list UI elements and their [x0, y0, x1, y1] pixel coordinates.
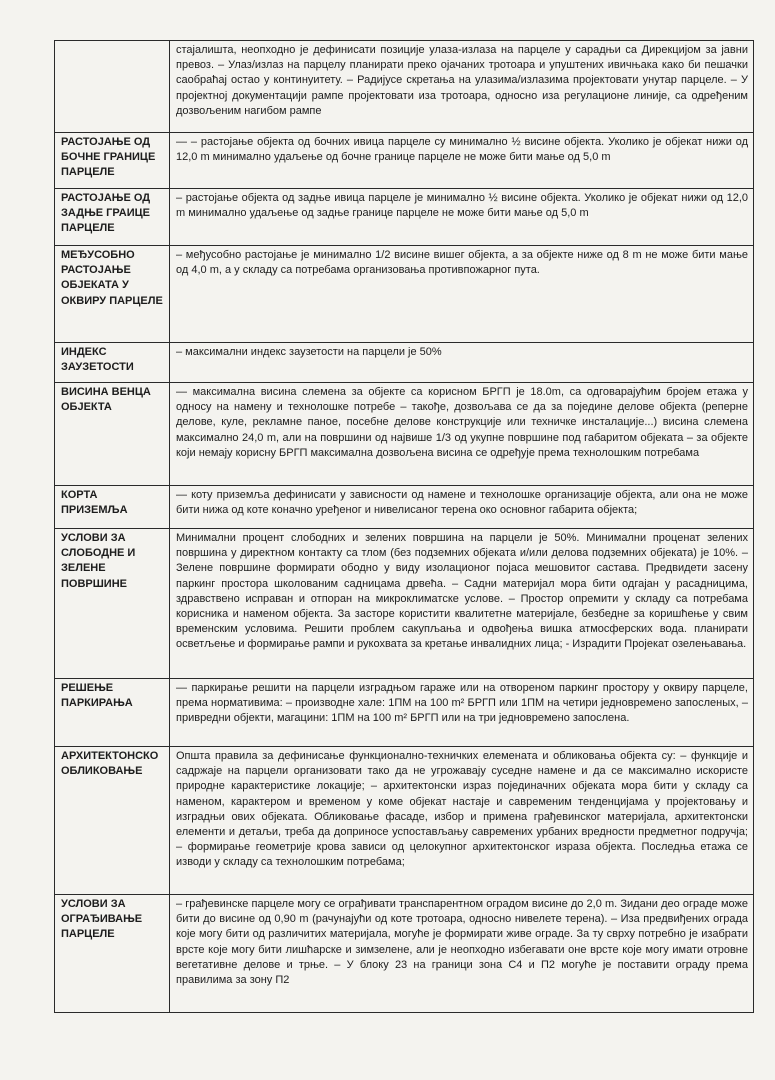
row-label-cornice-height: ВИСИНА ВЕНЦА ОБЈЕКТА	[55, 383, 170, 486]
row-text-side-boundary: — – растојање објекта од бочних ивица парцеле су минимално ½ висине објекта. Уколико је објекат нижи од 12,0 m минимално удаљење од бочне границе парцеле не може бити мање од 5,0 m	[170, 133, 754, 189]
row-label-rear-boundary: РАСТОЈАЊЕ ОД ЗАДЊЕ ГРАИЦЕ ПАРЦЕЛЕ	[55, 189, 170, 246]
row-label-green-areas: УСЛОВИ ЗА СЛОБОДНЕ И ЗЕЛЕНЕ ПОВРШИНЕ	[55, 529, 170, 679]
table-row	[55, 895, 754, 1013]
row-text-rear-boundary: – растојање објекта од задње ивица парцеле је минимално ½ висине објекта. Уколико је објекат нижи од 12,0 m минимално удаљење од задње границе парцеле не може бити мање од 5,0 m	[170, 189, 754, 246]
table-row	[55, 529, 754, 679]
row-text-ground-level: — коту приземља дефинисати у зависности од намене и технолошке организације објекта, али она не може бити нижа од коте коначно уређеног и нивелисаног терена око основног габарита објекта;	[170, 486, 754, 529]
row-label-parking: РЕШЕЊЕ ПАРКИРАЊА	[55, 679, 170, 747]
table-row	[55, 133, 754, 189]
row-label-side-boundary: РАСТОЈАЊЕ ОД БОЧНЕ ГРАНИЦЕ ПАРЦЕЛЕ	[55, 133, 170, 189]
table-row	[55, 747, 754, 895]
row-label-ground-level: КОРТА ПРИЗЕМЉА	[55, 486, 170, 529]
table-row	[55, 41, 754, 133]
table-row	[55, 246, 754, 343]
row-text-mutual-distance: – међусобно растојање је минимално 1/2 висине вишег објекта, а за објекте ниже од 8 m не може бити мање од 4,0 m, а у складу са потребама организовања противпожарног пута.	[170, 246, 754, 343]
row-text-cornice-height: — максимална висина слемена за објекте са корисном БРГП је 18.0m, са одговарајућим бројем етажа у односу на намену и технолошке потребе – такође, дозвољава се да за поједине делове објекта (реперне делове, куле, рекламне паное, посебне делове конструкције или техничке инсталације...) висина слемена максимално 24,0 m, али на површини од највише 1/3 од укупне површине под габаритом објеката – за објекте који немају корисну БРГП максимална дозвољена висина се одређује према технолошким потребама	[170, 383, 754, 486]
table-row	[55, 679, 754, 747]
row-label-mutual-distance: МЕЂУСОБНО РАСТОЈАЊЕ ОБЈЕКАТА У ОКВИРУ ПАРЦЕЛЕ	[55, 246, 170, 343]
row-text-fencing: – грађевинске парцеле могу се ограђивати транспарентном оградом висине до 2,0 m. Зидани део ограде може бити до висине од 0,90 m (рачунајући од коте тротоара, односно нивелете терена). – Иза предвиђених ограда које могу бити од различитих материјала, могуће је формирати живе ограде. За ту сврху потребно је изабрати врсте које могу бити лишћарске и зимзелене, али је неопходно избегавати оне врсте које могу имати отровне вегетативне делове и трње. – У блоку 23 на граници зона С4 и П2 могуће је поставити ограду према правилима за зону П2	[170, 895, 754, 1013]
row-label-architecture: АРХИТЕКТОНСКО ОБЛИКОВАЊЕ	[55, 747, 170, 895]
table-row	[55, 486, 754, 529]
row-text-occupancy-index: – максимални индекс заузетости на парцели је 50%	[170, 343, 754, 383]
row-text-green-areas: Минимални процент слободних и зелених површина на парцели је 50%. Минимални проценат зелених површина у директном контакту са тлом (без подземних објеката и/или делова подземних објеката) је 10%. – Зелене површине формирати ободно у виду изолационог појаса мешовитог састава. Предвидети засену паркинг простора школованим садницама дрвећа. – Садни материјал мора бити одгајан у расадницима, здравствено исправан и отпоран на микроклиматске услове. – Простор опремити у складу са потребама корисника и наменом објекта. За засторе користити квалитетне материјале, безбедне за коришћење у свим временским условима. Решити проблем сакупљања и одвођења вишка атмосферских вода. планирати осветљење и формирање рампи и рукохвата за кретање инвалидних лица; - Израдити Пројекат озелењавања.	[170, 529, 754, 679]
row-text-architecture: Општа правила за дефинисање функционално-техничких елемената и обликовања објекта су: – функције и садржаје на парцели организовати тако да не угрожавају суседне намене и да се максимално искористе природне карактеристике локације; – архитектонски израз појединачних објеката мора бити у складу са наменом, карактером и временом у коме објекат настаје и савременим тенденцијама у пројектовању и изградњи ових објеката. Обликовање фасаде, избор и примена грађевинског материјала, архитектонски елементи и детаљи, треба да доприносе успостављању савремених урбаних вредности предметног подручја; – формирање геометрије крова зависи од целокупног архитектонског израза објекта. Последња етажа се изводи у складу са технолошким потребама;	[170, 747, 754, 895]
row-text-parking: — паркирање решити на парцели изградњом гараже или на отвореном паркинг простору у оквиру парцеле, према нормативима: – производне хале: 1ПМ на 100 m² БРГП или 1ПМ на четири једновремено запосленых, – привредни објекти, магацини: 1ПМ на 100 m² БРГП или на три једновремено запослена.	[170, 679, 754, 747]
table-row	[55, 189, 754, 246]
table-row	[55, 383, 754, 486]
regulations-table	[54, 40, 754, 1013]
table-row	[55, 343, 754, 383]
row-label-fencing: УСЛОВИ ЗА ОГРАЂИВАЊЕ ПАРЦЕЛЕ	[55, 895, 170, 1013]
row-label	[55, 41, 170, 133]
row-label-occupancy-index: ИНДЕКС ЗАУЗЕТОСТИ	[55, 343, 170, 383]
row-text-entrance-exit: стајалишта, неопходно је дефинисати позиције улаза-излаза на парцеле у сарадњи са Дирекцијом за јавни превоз. – Улаз/излаз на парцелу планирати преко ојачаних тротоара и упуштених ивичњака како би пешачки саобраћај остао у континуитету. – Радијусе скретања на улазима/излазима пројектовати унутар парцеле. – У пројектној документацији рампе пројектовати иза тротоара, односно иза регулационе линије, са одређеним дозвољеним нагибом рампе	[170, 41, 754, 133]
